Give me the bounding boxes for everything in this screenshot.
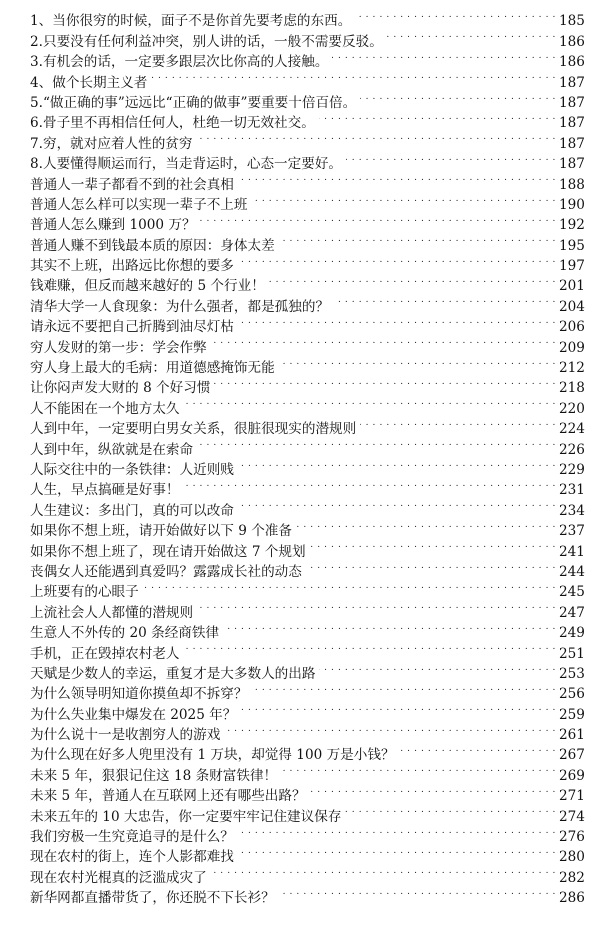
toc-entry-page-number[interactable]: 224 — [559, 421, 585, 438]
toc-entry-page-number[interactable]: 187 — [559, 74, 585, 91]
toc-dot-leader — [399, 739, 556, 759]
toc-dot-leader — [238, 250, 556, 270]
toc-dot-leader — [319, 658, 556, 678]
toc-dot-leader — [279, 882, 556, 902]
toc-entry-title[interactable]: 普通人赚不到钱最本质的原因：身体太差 — [30, 237, 275, 254]
toc-entry-title[interactable]: 未来五年的 10 大忠告，你一定要牢牢记住建议保存 — [30, 808, 342, 825]
toc-entry[interactable] — [30, 5, 585, 30]
toc-entry-title[interactable]: 8.人要懂得顺运而行，当走背运时，心态一定要好。 — [30, 156, 343, 173]
toc-entry-title[interactable]: 请永远不要把自己折腾到油尽灯枯 — [30, 319, 234, 336]
toc-dot-leader — [333, 290, 556, 310]
toc-entry-page-number[interactable]: 234 — [559, 502, 585, 519]
toc-entry-title[interactable]: 手机，正在毁掉农村老人 — [30, 645, 180, 662]
toc-dot-leader — [211, 861, 556, 881]
toc-entry-page-number[interactable]: 249 — [559, 625, 585, 642]
toc-dot-leader — [355, 5, 556, 25]
toc-dot-leader — [238, 454, 556, 474]
toc-entry-page-number[interactable]: 261 — [559, 727, 585, 744]
toc-entry-title[interactable]: 为什么现在好多人兜里没有 1 万块，却觉得 100 万是小钱？ — [30, 747, 395, 764]
toc-entry-page-number[interactable]: 186 — [559, 33, 585, 50]
toc-entry-page-number[interactable]: 247 — [559, 604, 585, 621]
toc-entry-page-number[interactable]: 195 — [559, 237, 585, 254]
toc-entry-page-number[interactable]: 218 — [559, 380, 585, 397]
toc-entry-title[interactable]: 穷人发财的第一步：学会作弊 — [30, 339, 207, 356]
toc-dot-leader — [310, 780, 556, 800]
toc-entry-title[interactable]: 2.只要没有任何利益冲突，别人讲的话，一般不需要反驳。 — [30, 33, 383, 50]
toc-dot-leader — [151, 66, 556, 86]
toc-entry-page-number[interactable]: 231 — [559, 482, 585, 499]
toc-entry-title[interactable]: 穷人身上最大的毛病：用道德感掩饰无能 — [30, 360, 275, 377]
toc-entry-title[interactable]: 7.穷，就对应着人性的贫穷 — [30, 135, 193, 152]
toc-entry-title[interactable]: 如果你不想上班了，现在请开始做这 7 个规划 — [30, 543, 306, 560]
toc-entry-title[interactable]: 我们穷极一生究竟追寻的是什么？ — [30, 829, 234, 846]
toc-dot-leader — [197, 596, 556, 616]
toc-dot-leader — [281, 759, 556, 779]
toc-dot-leader — [360, 413, 556, 433]
toc-entry-title[interactable]: 人到中年，纵欲就是在索命 — [30, 441, 194, 458]
toc-entry-title[interactable]: 现在农村的街上，连个人影都难找 — [30, 849, 234, 866]
toc-entry-title[interactable]: 人到中年，一定要明白男女关系，很脏很现实的潜规则 — [30, 421, 357, 438]
toc-dot-leader — [310, 535, 556, 555]
toc-entry-title[interactable]: 钱难赚，但反而越来越好的 5 个行业！ — [30, 278, 265, 295]
toc-dot-leader — [238, 821, 556, 841]
toc-entry-title[interactable]: 丧偶女人还能遇到真爱吗？露露成长社的动态 — [30, 563, 302, 580]
toc-entry-page-number[interactable]: 251 — [559, 645, 585, 662]
toc-dot-leader — [214, 372, 556, 392]
toc-dot-leader — [360, 87, 556, 107]
toc-dot-leader — [279, 352, 556, 372]
toc-entry-title[interactable]: 人不能困在一个地方太久 — [30, 400, 180, 417]
toc-entry-page-number[interactable]: 212 — [559, 360, 585, 377]
toc-entry-title[interactable]: 3.有机会的话，一定要多跟层次比你高的人接触。 — [30, 54, 329, 71]
toc-entry-title[interactable]: 天赋是少数人的幸运，重复才是大多数人的出路 — [30, 665, 316, 682]
toc-dot-leader — [223, 617, 556, 637]
toc-entry-page-number[interactable]: 209 — [559, 339, 585, 356]
toc-dot-leader — [238, 168, 556, 188]
toc-dot-leader — [184, 392, 556, 412]
toc-dot-leader — [279, 229, 556, 249]
toc-entry-title[interactable]: 为什么说十一是收割穷人的游戏 — [30, 727, 221, 744]
toc-entry-title[interactable]: 4、做个长期主义者 — [30, 74, 148, 91]
toc-entry-page-number[interactable]: 229 — [559, 461, 585, 478]
toc-entry-title[interactable]: 现在农村光棍真的泛滥成灾了 — [30, 869, 207, 886]
toc-dot-leader — [238, 311, 556, 331]
toc-entry-title[interactable]: 人生建议：多出门，真的可以改命 — [30, 502, 234, 519]
toc-dot-leader — [184, 474, 556, 494]
toc-entry-page-number[interactable]: 244 — [559, 563, 585, 580]
toc-entry-title[interactable]: 6.骨子里不再相信任何人，杜绝一切无效社交。 — [30, 115, 315, 132]
toc-entry-page-number[interactable]: 220 — [559, 400, 585, 417]
toc-dot-leader — [184, 637, 556, 657]
toc-entry-title[interactable]: 普通人怎么赚到 1000 万？ — [30, 217, 196, 234]
toc-entry-title[interactable]: 为什么失业集中爆发在 2025 年？ — [30, 706, 237, 723]
toc-entry-page-number[interactable]: 269 — [559, 767, 585, 784]
toc-entry-page-number[interactable]: 245 — [559, 584, 585, 601]
toc-entry-title[interactable]: 其实不上班，出路远比你想的要多 — [30, 258, 234, 275]
toc-entry-title[interactable]: 生意人不外传的 20 条经商铁律 — [30, 625, 220, 642]
toc-entry-page-number[interactable]: 206 — [559, 319, 585, 336]
toc-entry-page-number[interactable]: 197 — [559, 258, 585, 275]
toc-entry-title[interactable]: 未来 5 年，狠狠记住这 18 条财富铁律！ — [30, 767, 278, 784]
toc-entry-title[interactable]: 清华大学一人食现象：为什么强者，都是孤独的？ — [30, 298, 330, 315]
toc-entry-title[interactable]: 如果你不想上班，请开始做好以下 9 个准备 — [30, 523, 292, 540]
toc-entry-page-number[interactable]: 256 — [559, 686, 585, 703]
toc-dot-leader — [197, 433, 556, 453]
toc-entry-page-number[interactable]: 241 — [559, 543, 585, 560]
toc-dot-leader — [332, 46, 556, 66]
toc-dot-leader — [211, 331, 556, 351]
toc-entry-page-number[interactable]: 187 — [559, 115, 585, 132]
toc-dot-leader — [238, 841, 556, 861]
toc-entry-page-number[interactable]: 271 — [559, 788, 585, 805]
toc-entry-page-number[interactable]: 192 — [559, 217, 585, 234]
toc-entry-title[interactable]: 1、当你很穷的时候，面子不是你首先要考虑的东西。 — [30, 13, 352, 30]
toc-dot-leader — [197, 127, 556, 147]
toc-entry-page-number[interactable]: 190 — [559, 196, 585, 213]
toc-dot-leader — [306, 556, 556, 576]
toc-entry-page-number[interactable]: 286 — [559, 890, 585, 907]
toc-dot-leader — [240, 698, 556, 718]
toc-entry-title[interactable]: 为什么领导明知道你摸鱼却不拆穿？ — [30, 686, 248, 703]
toc-entry-page-number[interactable]: 237 — [559, 523, 585, 540]
toc-entry-page-number[interactable]: 185 — [559, 13, 585, 30]
toc-entry-page-number[interactable]: 204 — [559, 298, 585, 315]
toc-dot-leader — [319, 107, 556, 127]
toc-entry-title[interactable]: 让你闷声发大财的 8 个好习惯 — [30, 380, 211, 397]
toc-dot-leader — [238, 494, 556, 514]
toc-entry-title[interactable]: 人际交往中的一条铁律：人近则贱 — [30, 461, 234, 478]
toc-dot-leader — [387, 25, 556, 45]
toc-entry-page-number[interactable]: 267 — [559, 747, 585, 764]
toc-entry-page-number[interactable]: 201 — [559, 278, 585, 295]
toc-dot-leader — [345, 800, 556, 820]
toc-entry-page-number[interactable]: 274 — [559, 808, 585, 825]
toc-entry-page-number[interactable]: 226 — [559, 441, 585, 458]
toc-dot-leader — [143, 576, 556, 596]
toc-dot-leader — [200, 209, 556, 229]
toc-entry-page-number[interactable]: 276 — [559, 829, 585, 846]
toc-entry-page-number[interactable]: 187 — [559, 135, 585, 152]
toc-entry-page-number[interactable]: 187 — [559, 94, 585, 111]
toc-entry-page-number[interactable]: 282 — [559, 869, 585, 886]
toc-entry-title[interactable]: 5.“做正确的事”远远比“正确的做事”要重要十倍百倍。 — [30, 94, 357, 111]
toc-entry-title[interactable]: 普通人一辈子都看不到的社会真相 — [30, 176, 234, 193]
toc-entry-page-number[interactable]: 187 — [559, 156, 585, 173]
toc-entry-page-number[interactable]: 280 — [559, 849, 585, 866]
toc-dot-leader — [224, 719, 556, 739]
toc-entry-page-number[interactable]: 186 — [559, 54, 585, 71]
toc-entry-title[interactable]: 普通人怎么样可以实现一辈子不上班 — [30, 196, 248, 213]
toc-dot-leader — [346, 148, 556, 168]
toc-entry-title[interactable]: 上班要有的心眼子 — [30, 584, 139, 601]
toc-dot-leader — [252, 189, 557, 209]
toc-dot-leader — [252, 678, 557, 698]
toc-entry-page-number[interactable]: 188 — [559, 176, 585, 193]
toc-dot-leader — [296, 515, 556, 535]
toc-entry-page-number[interactable]: 253 — [559, 665, 585, 682]
toc-entry-title[interactable]: 人生，早点搞砸是好事！ — [30, 482, 180, 499]
toc-entry-title[interactable]: 未来 5 年，普通人在互联网上还有哪些出路？ — [30, 788, 306, 805]
toc-entry-page-number[interactable]: 259 — [559, 706, 585, 723]
toc-entry-title[interactable]: 新华网都直播带货了，你还脱不下长衫？ — [30, 890, 275, 907]
toc-dot-leader — [269, 270, 556, 290]
toc-entry-title[interactable]: 上流社会人人都懂的潜规则 — [30, 604, 194, 621]
